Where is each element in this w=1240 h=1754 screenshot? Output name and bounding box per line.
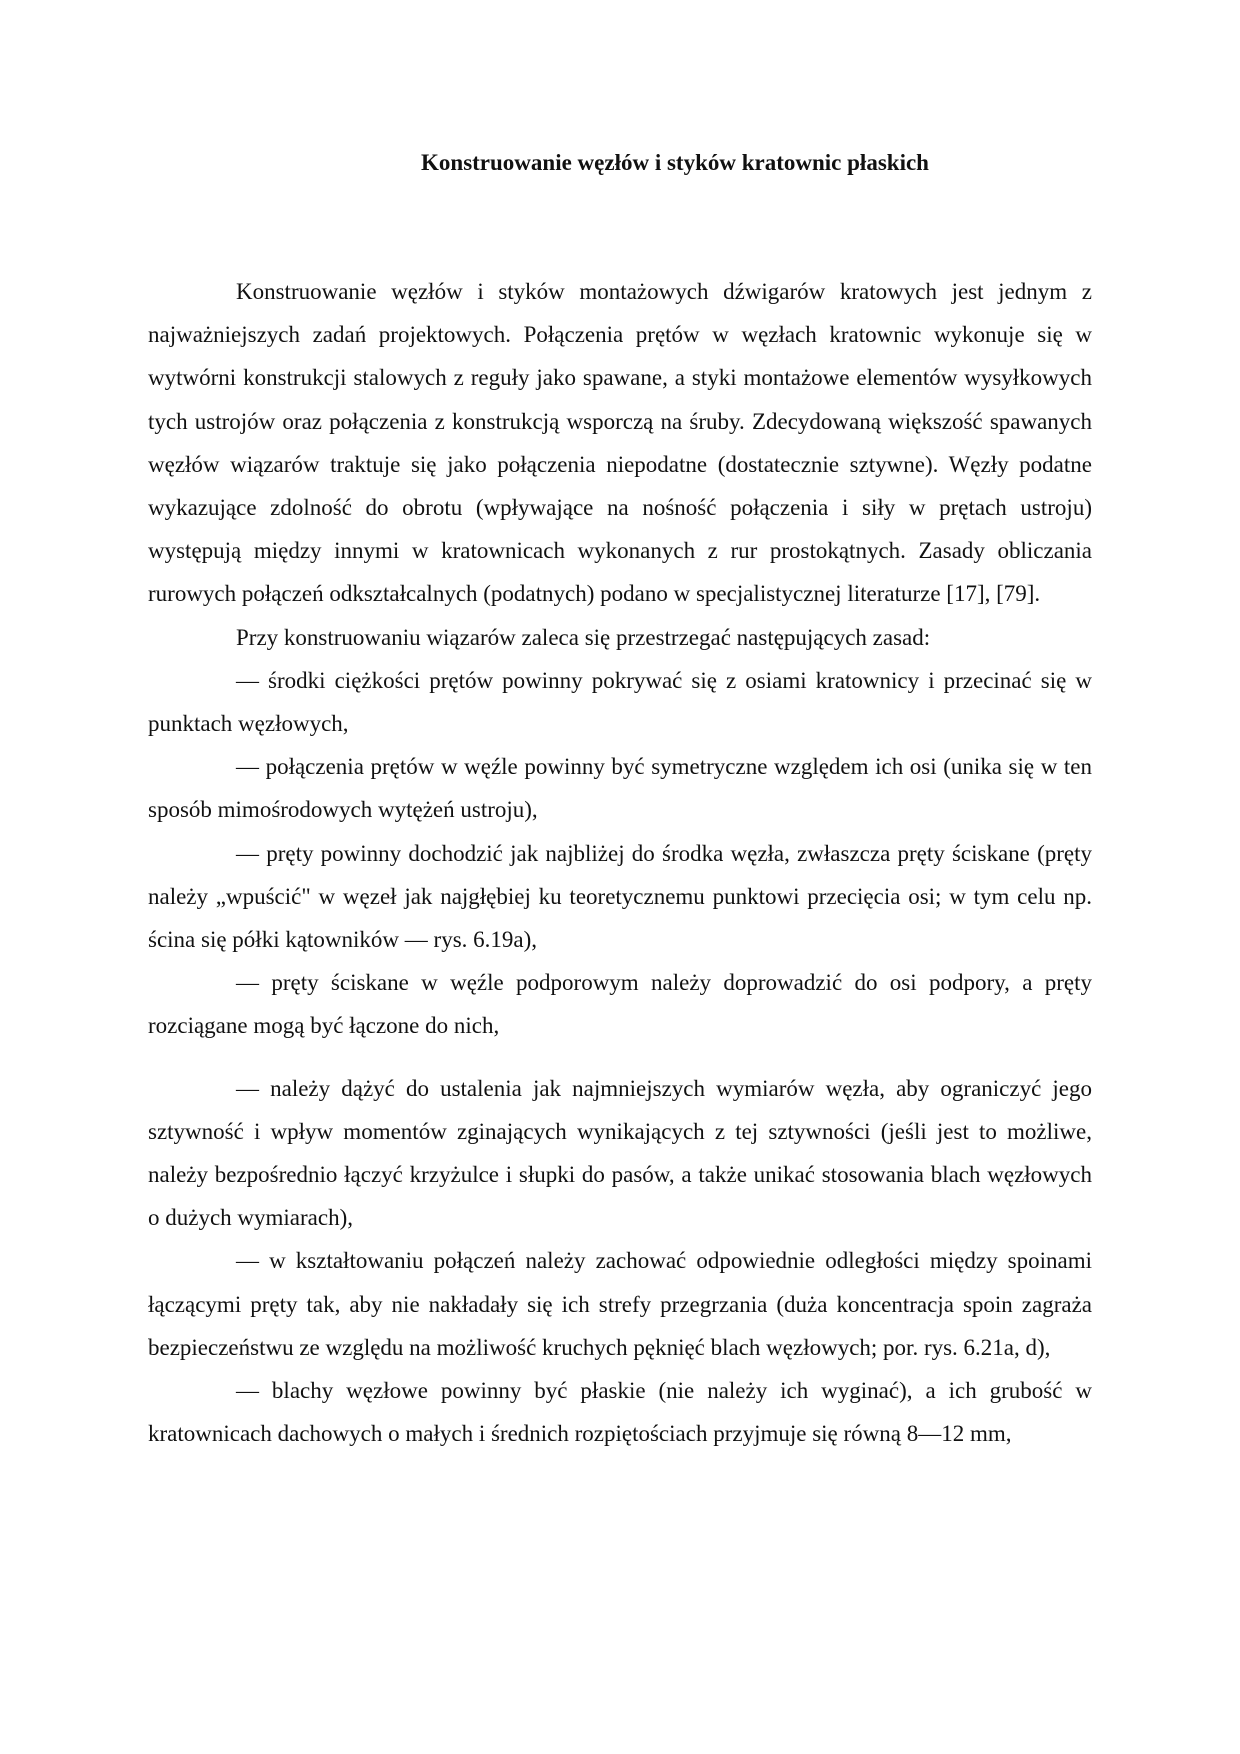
document-body [148, 270, 1092, 1455]
rule-item-weld-spacing: — w kształtowaniu połączeń należy zachować odpowiednie odległości między spoinami łączącymi pręty tak, aby nie nakładały się ich strefy przegrzania (duża koncentracja spoin zagraża bezpieczeństwu ze względu na możliwość kruchych pęknięć blach węzłowych; por. rys. 6.21a, d), [148, 1248, 1092, 1360]
rule-item-centroids: — środki ciężkości prętów powinny pokrywać się z osiami kratownicy i przecinać się w punktach węzłowych, [148, 667, 1092, 737]
rule-item-bar-depth: — pręty powinny dochodzić jak najbliżej do środka węzła, zwłaszcza pręty ściskane (pręty należy „wpuścić" w węzeł jak najgłębiej ku teoretycznemu punktowi przecięcia osi; w tym celu np. ścina się półki kątowników — rys. 6.19a), [148, 840, 1092, 953]
rule-item-symmetry: — połączenia prętów w węźle powinny być symetryczne względem ich osi (unika się w ten sposób mimośrodowych wytężeń ustroju), [148, 754, 1092, 823]
paragraph-intro: Konstruowanie węzłów i styków montażowych dźwigarów kratowych jest jednym z najważniejszych zadań projektowych. Połączenia prętów w węzłach kratownic wykonuje się w wytwórni konstrukcji stalowych z reguły jako spawane, a styki montażowe elementów wysyłkowych tych ustrojów oraz połączenia z konstrukcją wsporczą na śruby. Zdecydowaną większość spawanych węzłów wiązarów traktuje się jako połączenia niepodatne (dostatecznie sztywne). Węzły podatne wykazujące zdolność do obrotu (wpływające na nośność połączenia i siły w prętach ustroju) występują między innymi w kratownicach wykonanych z rur prostokątnych. Zasady obliczania rurowych połączeń odkształcalnych (podatnych) podano w specjalistycznej literaturze [17], [79]. [148, 279, 1092, 607]
page-title: Konstruowanie węzłów i styków kratownic płaskich [421, 150, 929, 175]
rule-item-support-node: — pręty ściskane w węźle podporowym należy doprowadzić do osi podpory, a pręty rozciągane mogą być łączone do nich, [148, 970, 1092, 1039]
rule-item-node-size: — należy dążyć do ustalenia jak najmniejszych wymiarów węzła, aby ograniczyć jego sztywność i wpływ momentów zginających wynikających z tej sztywności (jeśli jest to możliwe, należy bezpośrednio łączyć krzyżulce i słupki do pasów, a także unikać stosowania blach węzłowych o dużych wymiarach), [148, 1075, 1092, 1231]
rule-item-gusset-plates: — blachy węzłowe powinny być płaskie (nie należy ich wyginać), a ich grubość w kratownicach dachowych o małych i średnich rozpiętościach przyjmuje się równą 8—12 mm, [148, 1378, 1092, 1447]
paragraph-rules-lead: Przy konstruowaniu wiązarów zaleca się przestrzegać następujących zasad: [236, 624, 931, 650]
